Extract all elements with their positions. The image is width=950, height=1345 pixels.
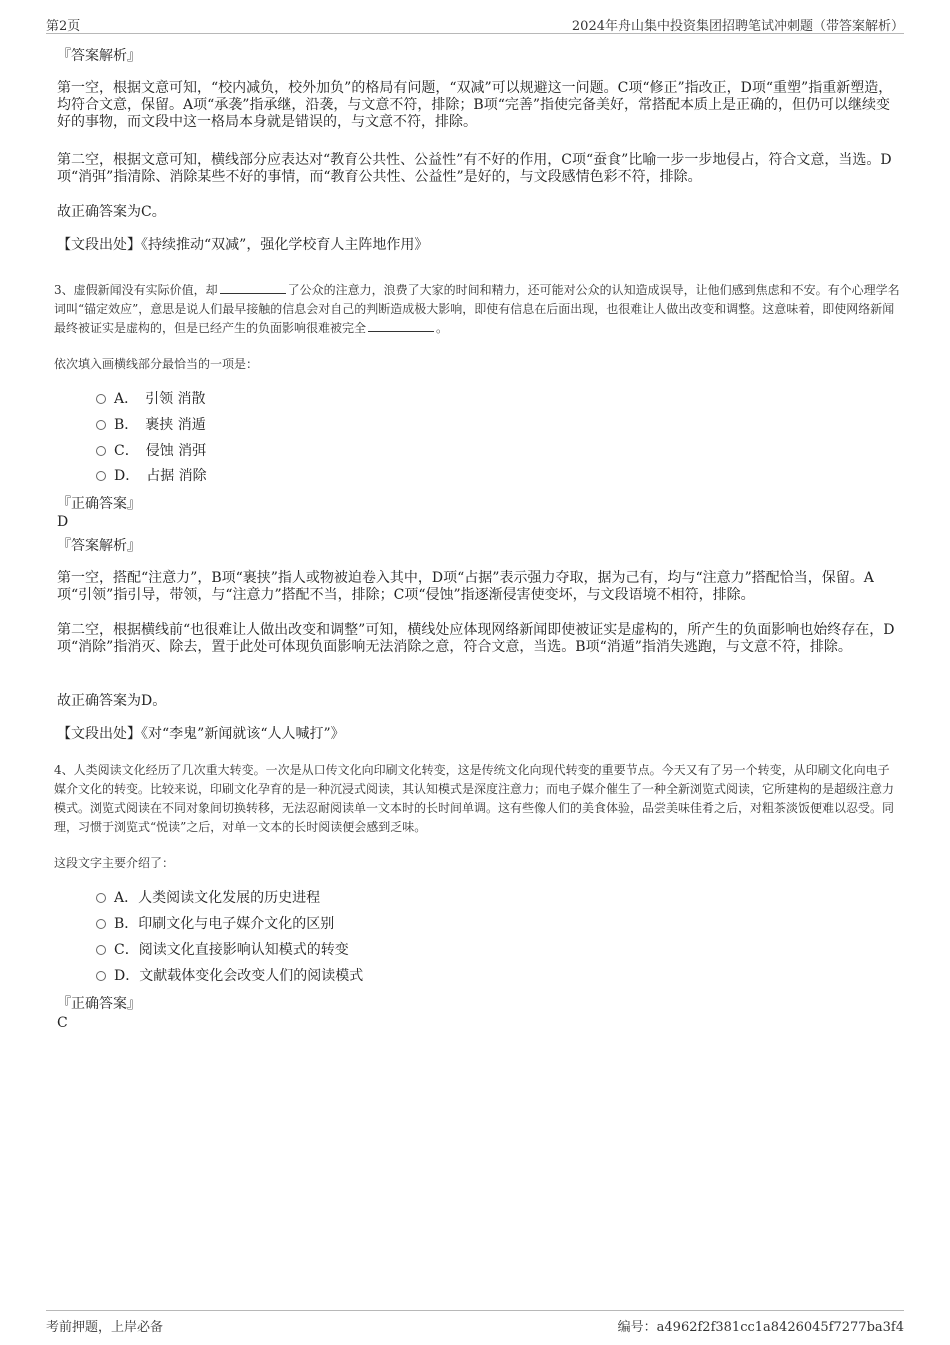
page-number: 第2页 [46,19,81,34]
analysis-label: 『答案解析』 [57,538,141,554]
option-a[interactable]: A． 引领 消散 [96,391,206,408]
radio-icon[interactable] [96,971,106,981]
fill-blank [368,319,434,332]
analysis-paragraph: 第二空，根据文意可知，横线部分应表达对“教育公共性、公益性”有不好的作用，C项“蚕食”比喻一步一步地侵占，符合文意，当选。D项“消弭”指清除、消除某些不好的事情，而“教育公共性、公益性”是好的，与文段感情色彩不符，排除。 [57,152,892,185]
answer-conclusion: 故正确答案为C。 [57,204,166,220]
correct-answer: D [57,514,69,530]
answer-conclusion: 故正确答案为D。 [57,693,167,709]
page-header [46,13,904,34]
question-4-prompt: 这段文字主要介绍了： [54,856,175,870]
analysis-paragraph: 第一空，根据文意可知，“校内减负，校外加负”的格局有问题，“双减”可以规避这一问题。C项“修正”指改正，D项“重塑”指重新塑造，均符合文意，保留。A项“承袭”指承继，沿袭，与文意不符，排除；B项“完善”指使完备美好，常搭配本质上是正确的，但仍可以继续变好的事物，而文段中这一格局本身就是错误的，与文意不符，排除。 [57,80,893,130]
option-d[interactable]: D．文献载体变化会改变人们的阅读模式 [96,968,363,985]
document-code: 编号：a4962f2f381cc1a8426045f7277ba3f4 [617,1320,904,1335]
analysis-paragraph: 第一空，搭配“注意力”，B项“裹挟”指人或物被迫卷入其中，D项“占据”表示强力夺取，据为己有，均与“注意力”搭配恰当，保留。A项“引领”指引导，带领，与“注意力”搭配不当，排除；C项“侵蚀”指逐渐侵害使变坏，与文段语境不相符，排除。 [57,570,874,603]
fill-blank [220,281,286,294]
radio-icon[interactable] [96,945,106,955]
option-b[interactable]: B． 裹挟 消遁 [96,417,206,434]
radio-icon[interactable] [96,919,106,929]
option-d[interactable]: D． 占据 消除 [96,468,207,485]
option-a[interactable]: A．人类阅读文化发展的历史进程 [96,890,320,907]
footer-slogan: 考前押题，上岸必备 [46,1320,164,1335]
option-c[interactable]: C． 侵蚀 消弭 [96,443,206,460]
analysis-paragraph: 第二空，根据横线前“也很难让人做出改变和调整”可知，横线处应体现网络新闻即使被证实是虚构的，所产生的负面影响也始终存在，D项“消除”指消灭、除去，置于此处可体现负面影响无法消除之意，符合文意，当选。B项“消遁”指消失逃跑，与文意不符，排除。 [57,622,895,655]
radio-icon[interactable] [96,893,106,903]
question-3-text: 3、虚假新闻没有实际价值，却 了公众的注意力，浪费了大家的时间和精力，还可能对公众的认知造成误导，让他们感到焦虑和不安。有个心理学名词叫“锚定效应”，意思是说人们最早接触的信息会对自己的判断造成极大影响，即使有信息在后面出现，也很难让人做出改变和调整。这意味着，即使网络新闻最终被证实是虚构的，但是已经产生的负面影响很难被完全 。 [54,283,900,335]
correct-answer: C [57,1015,68,1031]
passage-source: 【文段出处】《持续推动“双减”，强化学校育人主阵地作用》 [57,237,429,253]
page-footer [46,1310,904,1335]
option-c[interactable]: C．阅读文化直接影响认知模式的转变 [96,942,349,959]
option-b[interactable]: B．印刷文化与电子媒介文化的区别 [96,916,334,933]
correct-answer-label: 『正确答案』 [57,496,141,512]
passage-source: 【文段出处】《对“李鬼”新闻就该“人人喊打”》 [57,726,345,742]
radio-icon[interactable] [96,471,106,481]
radio-icon[interactable] [96,420,106,430]
question-4-text: 4、人类阅读文化经历了几次重大转变。一次是从口传文化向印刷文化转变，这是传统文化向现代转变的重要节点。今天又有了另一个转变，从印刷文化向电子媒介文化的转变。比较来说，印刷文化孕育的是一种沉浸式阅读，其认知模式是深度注意力；而电子媒介催生了一种全新浏览式阅读，它所建构的是超级注意力模式。浏览式阅读在不同对象间切换转移，无法忍耐阅读单一文本时的长时间单调。这有些像人们的美食体验，品尝美味佳肴之后，对粗茶淡饭便难以忍受。同理，习惯于浏览式“悦读”之后，对单一文本的长时阅读便会感到乏味。 [54,763,895,834]
radio-icon[interactable] [96,394,106,404]
question-3-prompt: 依次填入画横线部分最恰当的一项是： [54,357,259,371]
radio-icon[interactable] [96,446,106,456]
correct-answer-label: 『正确答案』 [57,996,141,1012]
analysis-label: 『答案解析』 [57,48,141,64]
document-title: 2024年舟山集中投资集团招聘笔试冲刺题（带答案解析） [571,19,904,34]
